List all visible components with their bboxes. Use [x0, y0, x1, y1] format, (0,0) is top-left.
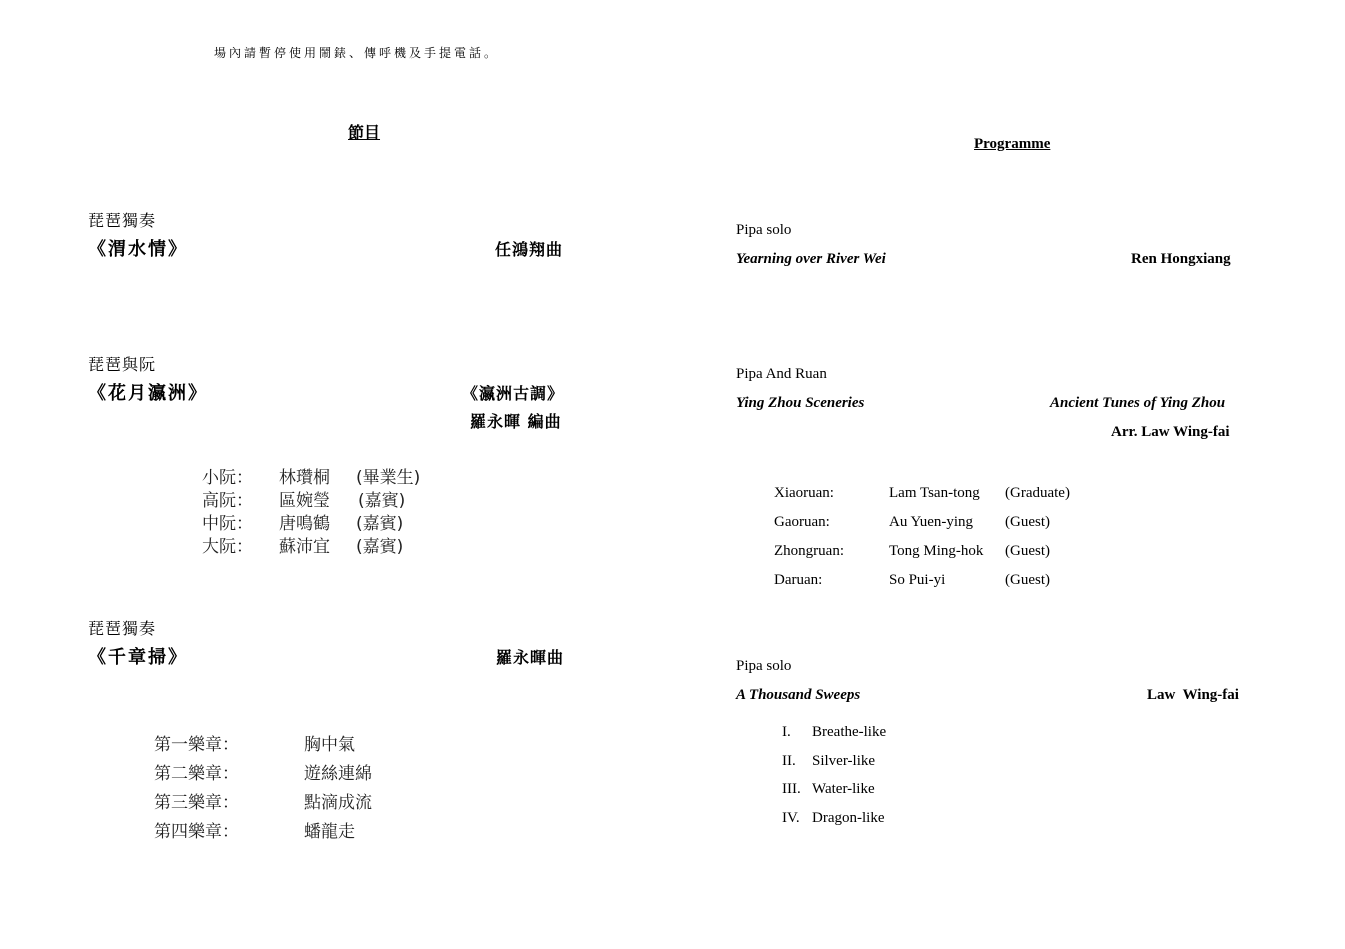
en-programme-heading: Programme — [974, 136, 1051, 152]
en-piece1-composer: Ren Hongxiang — [1131, 251, 1231, 267]
zh-performer-role: 中阮： — [202, 514, 253, 534]
zh-movement-name: 點滴成流 — [304, 793, 372, 813]
en-movement-number: I. — [782, 724, 791, 740]
en-performer-note: (Guest) — [1005, 514, 1050, 530]
zh-performer-name: 唐鳴鶴 — [279, 514, 330, 534]
zh-performer-role: 高阮： — [202, 491, 253, 511]
en-performer-role: Zhongruan: — [774, 543, 844, 559]
zh-piece2-title: 《花月瀛洲》 — [88, 383, 208, 404]
en-piece2-category: Pipa And Ruan — [736, 366, 827, 382]
zh-programme-heading: 節目 — [348, 123, 381, 142]
zh-piece3-title: 《千章掃》 — [88, 647, 188, 668]
zh-performer-name: 蘇沛宜 — [279, 537, 330, 557]
zh-performer-name: 林瓚桐 — [279, 468, 330, 488]
en-performer-name: Au Yuen-ying — [889, 514, 974, 530]
en-movement-name: Breathe-like — [812, 724, 887, 740]
en-movement-number: IV. — [782, 810, 800, 826]
en-performer-role: Gaoruan: — [774, 514, 830, 530]
zh-movement-label: 第一樂章： — [154, 735, 239, 755]
zh-performer-note: (嘉賓) — [358, 491, 406, 511]
en-movement-name: Water-like — [812, 781, 875, 797]
en-movement-number: III. — [782, 781, 801, 797]
zh-piece2-original: 《瀛洲古調》 — [462, 384, 565, 403]
zh-performer-role: 大阮： — [202, 537, 253, 557]
zh-piece1-title: 《渭水情》 — [88, 239, 188, 260]
en-piece3-category: Pipa solo — [736, 658, 792, 674]
en-piece1-title: Yearning over River Wei — [736, 251, 886, 267]
zh-piece2-category: 琵琶與阮 — [88, 355, 157, 374]
zh-performer-role: 小阮： — [202, 468, 253, 488]
en-movement-name: Silver-like — [812, 753, 876, 769]
zh-movement-label: 第三樂章： — [154, 793, 239, 813]
zh-movement-name: 蟠龍走 — [304, 822, 355, 842]
zh-performer-note: (嘉賓) — [356, 514, 404, 534]
en-piece1-category: Pipa solo — [736, 222, 792, 238]
en-performer-note: (Guest) — [1005, 543, 1050, 559]
en-movement-name: Dragon-like — [812, 810, 885, 826]
en-performer-role: Daruan: — [774, 572, 823, 588]
zh-piece2-arranger: 羅永暉 編曲 — [470, 412, 562, 431]
zh-piece1-composer: 任鴻翔曲 — [495, 240, 564, 259]
zh-piece3-composer: 羅永暉曲 — [496, 648, 565, 667]
zh-movement-name: 胸中氣 — [304, 735, 355, 755]
en-piece2-original: Ancient Tunes of Ying Zhou — [1050, 395, 1226, 411]
en-piece2-title: Ying Zhou Sceneries — [736, 395, 865, 411]
en-performer-name: Tong Ming-hok — [889, 543, 984, 559]
en-piece2-arranger: Arr. Law Wing-fai — [1111, 424, 1230, 440]
zh-piece3-category: 琵琶獨奏 — [88, 619, 157, 638]
en-performer-note: (Guest) — [1005, 572, 1050, 588]
en-piece3-title: A Thousand Sweeps — [736, 687, 861, 703]
zh-movement-name: 遊絲連綿 — [304, 764, 372, 784]
zh-performer-note: (畢業生) — [356, 468, 421, 488]
zh-movement-label: 第二樂章： — [154, 764, 239, 784]
en-performer-name: So Pui-yi — [889, 572, 946, 588]
en-movement-number: II. — [782, 753, 796, 769]
en-performer-role: Xiaoruan: — [774, 485, 834, 501]
zh-piece1-category: 琵琶獨奏 — [88, 211, 157, 230]
zh-performer-note: (嘉賓) — [356, 537, 404, 557]
notice-text: 場內請暫停使用鬧錶、傳呼機及手提電話。 — [214, 46, 500, 60]
en-performer-note: (Graduate) — [1005, 485, 1070, 501]
zh-movement-label: 第四樂章： — [154, 822, 239, 842]
en-performer-name: Lam Tsan-tong — [889, 485, 980, 501]
zh-performer-name: 區婉瑩 — [279, 491, 330, 511]
en-piece3-composer: Law Wing-fai — [1147, 687, 1239, 703]
